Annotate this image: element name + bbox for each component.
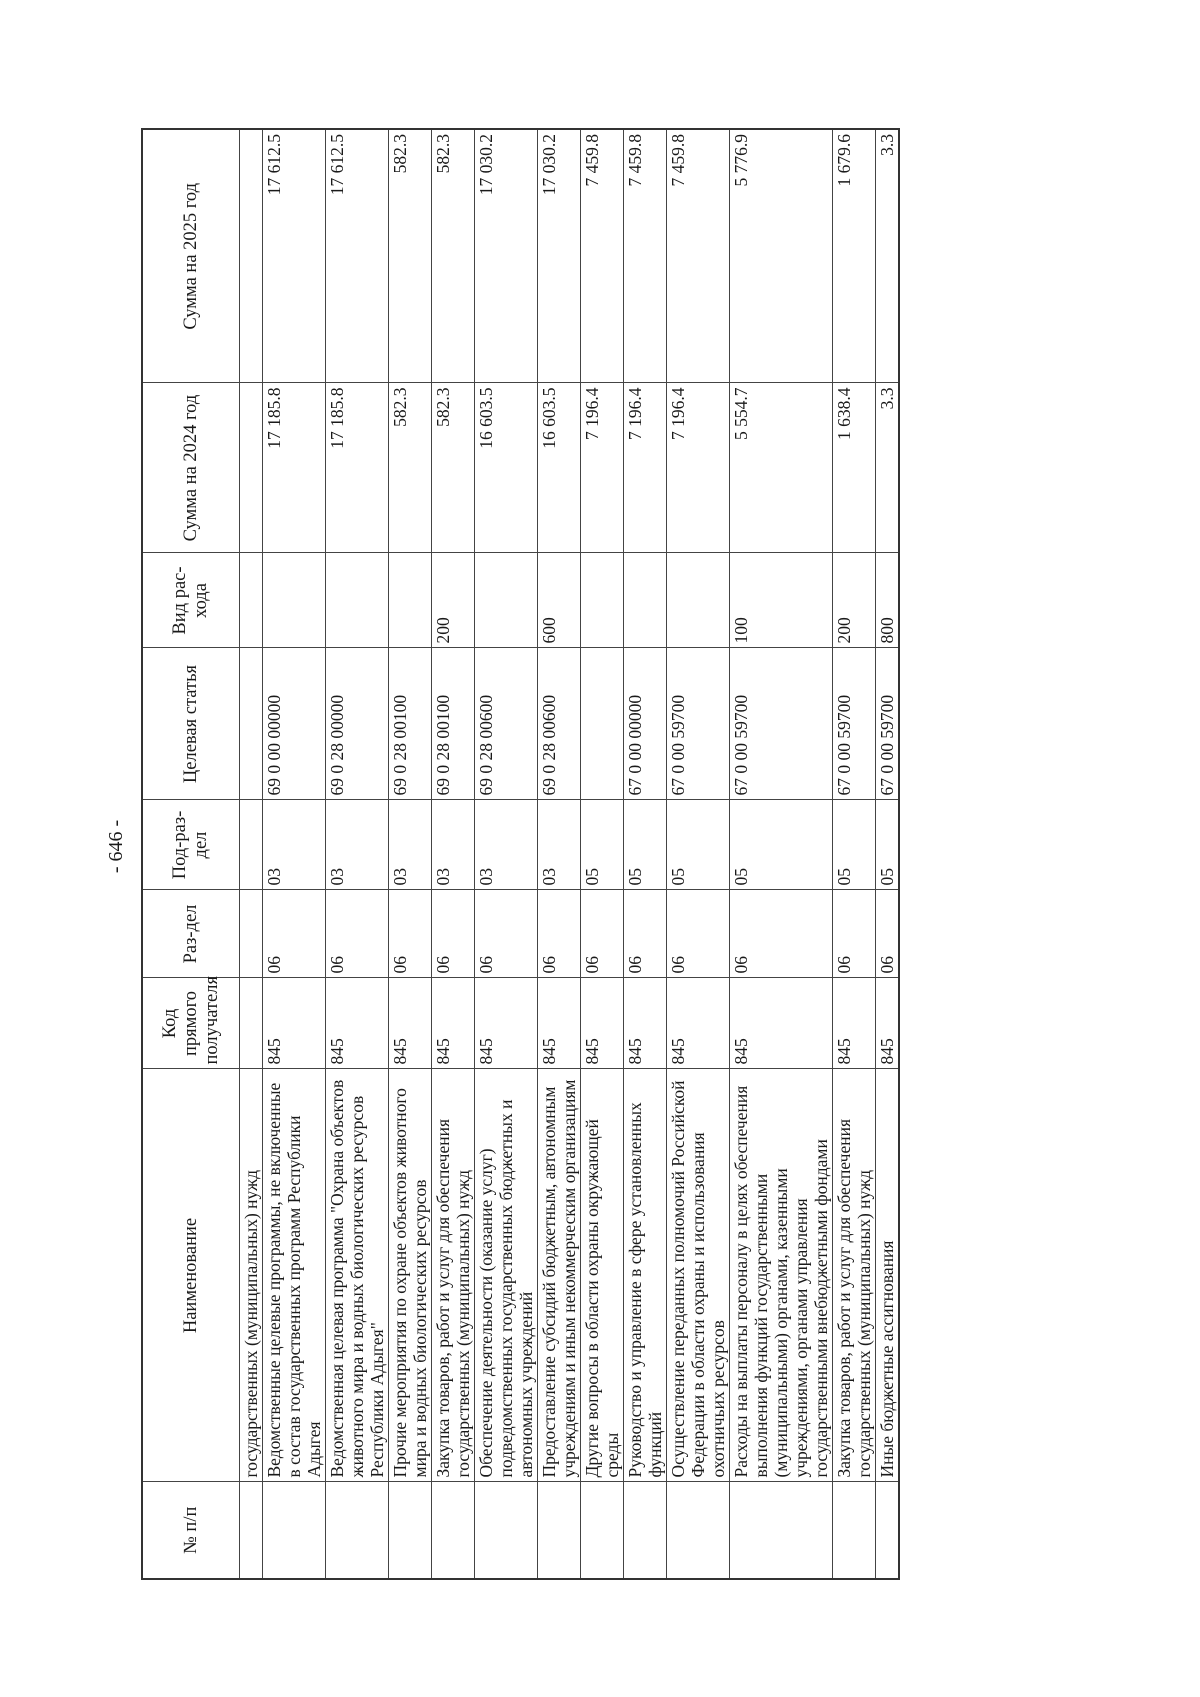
cell-target: 69 0 00 00000 (263, 648, 326, 800)
table-body (240, 129, 900, 1579)
cell-section: 06 (581, 890, 624, 978)
cell-code: 845 (475, 978, 538, 1069)
header-code: Код прямого получателя (142, 978, 240, 1069)
cell-exptype: 100 (730, 553, 833, 648)
table-row (475, 129, 538, 1579)
cell-num (730, 1482, 833, 1579)
cell-name: Закупка товаров, работ и услуг для обеспечения государственных (муниципальных) нужд (833, 1069, 876, 1482)
budget-table (141, 128, 900, 1580)
cell-target: 69 0 28 00100 (389, 648, 432, 800)
cell-section: 06 (876, 890, 900, 978)
cell-section: 06 (263, 890, 326, 978)
cell-sum2024: 16 603.5 (538, 383, 581, 553)
cell-code: 845 (432, 978, 475, 1069)
cell-name: Осуществление переданных полномочий Российской Федерации в области охраны и использования охотничьих ресурсов (667, 1069, 730, 1482)
cell-code: 845 (581, 978, 624, 1069)
table-row (667, 129, 730, 1579)
cell-subsection: 05 (833, 800, 876, 890)
header-target: Целевая статья (142, 648, 240, 800)
cell-sum2025: 1 679.6 (833, 129, 876, 383)
table-row (876, 129, 900, 1579)
cell-num (833, 1482, 876, 1579)
cell-sum2024: 1 638.4 (833, 383, 876, 553)
cell-subsection: 05 (581, 800, 624, 890)
cell-exptype: 800 (876, 553, 900, 648)
cell-target: 67 0 00 59700 (876, 648, 900, 800)
table-row (730, 129, 833, 1579)
cell-subsection: 03 (263, 800, 326, 890)
cell-sum2025: 7 459.8 (624, 129, 667, 383)
header-num: № п/п (142, 1482, 240, 1579)
cell-section: 06 (624, 890, 667, 978)
cell-exptype: 200 (833, 553, 876, 648)
cell-name: Предоставление субсидий бюджетным, автономным учреждениям и иным некоммерческим организациям (538, 1069, 581, 1482)
cell-code: 845 (624, 978, 667, 1069)
cell-num (876, 1482, 900, 1579)
cell-subsection: 03 (326, 800, 389, 890)
cell-section: 06 (475, 890, 538, 978)
cell-sum2024: 7 196.4 (581, 383, 624, 553)
cell-code (240, 978, 263, 1069)
cell-subsection: 03 (389, 800, 432, 890)
cell-num (326, 1482, 389, 1579)
cell-num (240, 1482, 263, 1579)
cell-code: 845 (389, 978, 432, 1069)
cell-sum2024: 5 554.7 (730, 383, 833, 553)
cell-target: 69 0 28 00600 (475, 648, 538, 800)
cell-subsection: 03 (432, 800, 475, 890)
cell-exptype (240, 553, 263, 648)
cell-num (389, 1482, 432, 1579)
cell-subsection (240, 800, 263, 890)
cell-exptype: 200 (432, 553, 475, 648)
cell-num (475, 1482, 538, 1579)
cell-sum2024 (240, 383, 263, 553)
table-row (432, 129, 475, 1579)
cell-num (581, 1482, 624, 1579)
cell-sum2024: 7 196.4 (667, 383, 730, 553)
cell-sum2025: 7 459.8 (667, 129, 730, 383)
cell-num (667, 1482, 730, 1579)
table-row (581, 129, 624, 1579)
table-row (389, 129, 432, 1579)
cell-subsection: 03 (538, 800, 581, 890)
cell-name: Другие вопросы в области охраны окружающей среды (581, 1069, 624, 1482)
header-name: Наименование (142, 1069, 240, 1482)
page-number (100, 806, 134, 886)
cell-exptype (581, 553, 624, 648)
cell-sum2024: 16 603.5 (475, 383, 538, 553)
header-exptype: Вид рас-хода (142, 553, 240, 648)
cell-code: 845 (667, 978, 730, 1069)
cell-sum2024: 17 185.8 (263, 383, 326, 553)
cell-section: 06 (538, 890, 581, 978)
cell-exptype: 600 (538, 553, 581, 648)
cell-target: 67 0 00 00000 (624, 648, 667, 800)
cell-code: 845 (833, 978, 876, 1069)
header-row (142, 129, 240, 1579)
cell-sum2025: 17 612.5 (263, 129, 326, 383)
cell-sum2025: 3.3 (876, 129, 900, 383)
cell-exptype (263, 553, 326, 648)
cell-sum2025: 17 030.2 (538, 129, 581, 383)
table-row (833, 129, 876, 1579)
cell-target: 69 0 28 00100 (432, 648, 475, 800)
cell-num (432, 1482, 475, 1579)
cell-name: Иные бюджетные ассигнования (876, 1069, 900, 1482)
cell-sum2025: 17 030.2 (475, 129, 538, 383)
cell-name: Руководство и управление в сфере установленных функций (624, 1069, 667, 1482)
cell-sum2024: 582.3 (389, 383, 432, 553)
budget-table-container (141, 130, 1041, 1580)
table-row (240, 129, 263, 1579)
cell-num (538, 1482, 581, 1579)
header-sum2025: Сумма на 2025 год (142, 129, 240, 383)
cell-sum2025: 7 459.8 (581, 129, 624, 383)
cell-sum2024: 7 196.4 (624, 383, 667, 553)
cell-exptype (624, 553, 667, 648)
cell-exptype (326, 553, 389, 648)
cell-target: 67 0 00 59700 (833, 648, 876, 800)
cell-exptype (475, 553, 538, 648)
cell-sum2025: 582.3 (432, 129, 475, 383)
cell-subsection: 05 (667, 800, 730, 890)
cell-sum2024: 582.3 (432, 383, 475, 553)
header-sum2024: Сумма на 2024 год (142, 383, 240, 553)
cell-code: 845 (263, 978, 326, 1069)
cell-sum2025 (240, 129, 263, 383)
cell-subsection: 05 (730, 800, 833, 890)
cell-section: 06 (833, 890, 876, 978)
cell-exptype (389, 553, 432, 648)
cell-num (263, 1482, 326, 1579)
table-row (326, 129, 389, 1579)
cell-code: 845 (876, 978, 900, 1069)
cell-target: 69 0 28 00600 (538, 648, 581, 800)
cell-name: государственных (муниципальных) нужд (240, 1069, 263, 1482)
cell-section: 06 (432, 890, 475, 978)
cell-sum2024: 17 185.8 (326, 383, 389, 553)
page-number-text: - 646 - (105, 819, 128, 873)
cell-section: 06 (326, 890, 389, 978)
cell-target (240, 648, 263, 800)
header-subsection: Под-раз-дел (142, 800, 240, 890)
cell-sum2025: 17 612.5 (326, 129, 389, 383)
cell-subsection: 03 (475, 800, 538, 890)
cell-name: Ведомственная целевая программа "Охрана объектов животного мира и водных биологических ресурсов Республики Адыгея" (326, 1069, 389, 1482)
cell-name: Ведомственные целевые программы, не включенные в состав государственных программ Республики Адыгея (263, 1069, 326, 1482)
cell-subsection: 05 (876, 800, 900, 890)
table-row (624, 129, 667, 1579)
cell-code: 845 (730, 978, 833, 1069)
cell-code: 845 (538, 978, 581, 1069)
cell-name: Прочие мероприятия по охране объектов животного мира и водных биологических ресурсов (389, 1069, 432, 1482)
cell-name: Расходы на выплаты персоналу в целях обеспечения выполнения функций государственными (муниципальными) органами, казенными учреждениями, органами управления государственными внебюджетными фондами (730, 1069, 833, 1482)
cell-code: 845 (326, 978, 389, 1069)
cell-subsection: 05 (624, 800, 667, 890)
cell-num (624, 1482, 667, 1579)
cell-sum2025: 582.3 (389, 129, 432, 383)
table-header (142, 129, 240, 1579)
cell-sum2025: 5 776.9 (730, 129, 833, 383)
cell-name: Закупка товаров, работ и услуг для обеспечения государственных (муниципальных) нужд (432, 1069, 475, 1482)
cell-section: 06 (730, 890, 833, 978)
cell-target: 69 0 28 00000 (326, 648, 389, 800)
cell-section: 06 (389, 890, 432, 978)
cell-section (240, 890, 263, 978)
cell-section: 06 (667, 890, 730, 978)
cell-target: 67 0 00 59700 (667, 648, 730, 800)
cell-sum2024: 3.3 (876, 383, 900, 553)
cell-target: 67 0 00 59700 (730, 648, 833, 800)
cell-target (581, 648, 624, 800)
cell-exptype (667, 553, 730, 648)
table-row (538, 129, 581, 1579)
header-section: Раз-дел (142, 890, 240, 978)
cell-name: Обеспечение деятельности (оказание услуг) подведомственных государственных бюджетных и автономных учреждений (475, 1069, 538, 1482)
table-row (263, 129, 326, 1579)
